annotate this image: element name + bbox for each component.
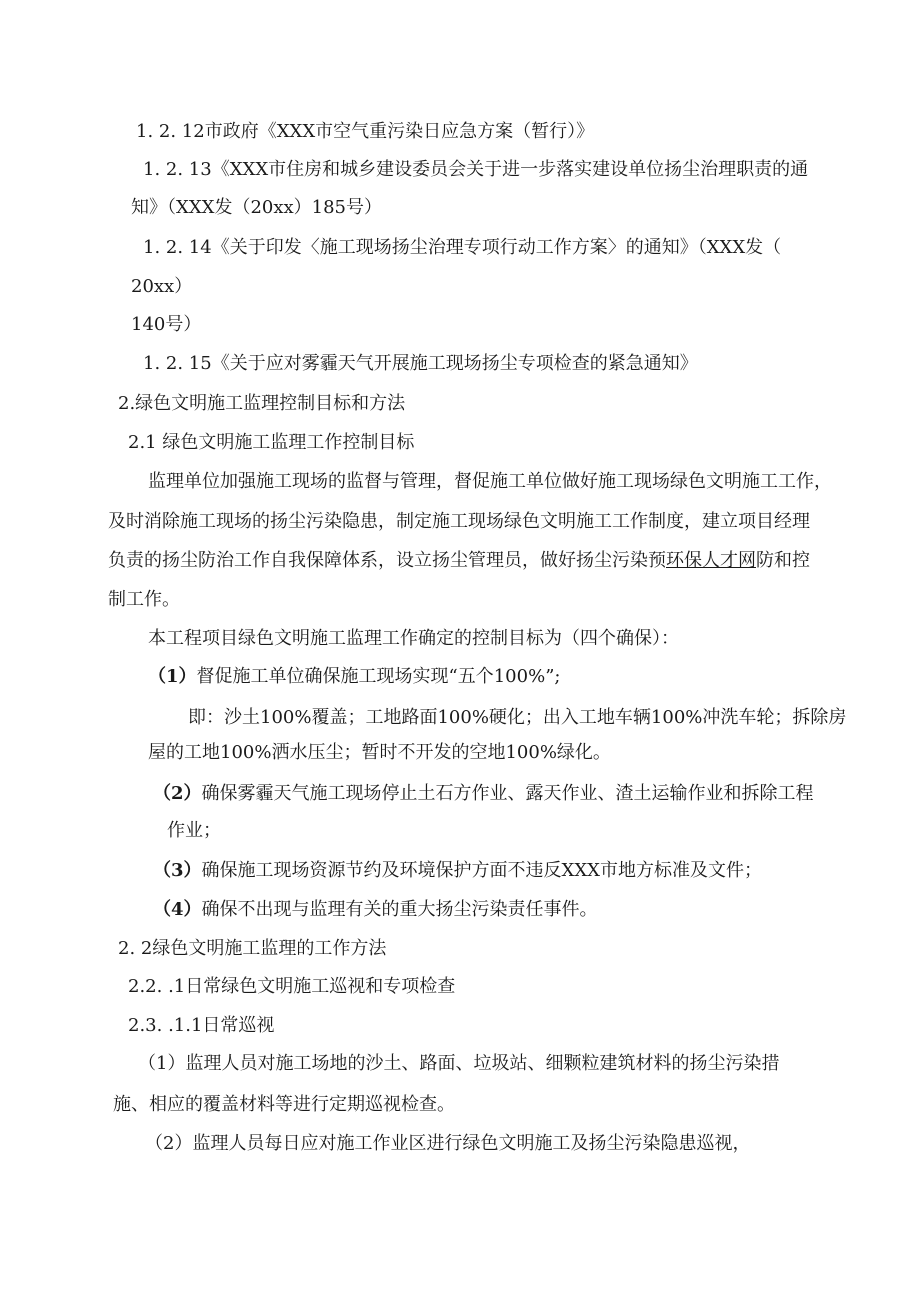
section-2-1-heading: 2.1 绿色文明施工监理工作控制目标 <box>128 432 415 453</box>
para-1-line1: 监理单位加强施工现场的监督与管理，督促施工单位做好施工现场绿色文明施工工作， <box>148 471 832 492</box>
daily-item-1-line1: （1）监理人员对施工场地的沙土、路面、垃圾站、细颗粒建筑材料的扬尘污染措 <box>138 1053 780 1074</box>
item-1-detail-line1: 即：沙土100%覆盖；工地路面100%硬化；出入工地车辆100%冲洗车轮；拆除房 <box>188 707 847 728</box>
item-2 <box>153 782 814 806</box>
para-1-line4: 制工作。 <box>108 589 180 610</box>
item-3-number: （3） <box>153 860 202 881</box>
ref-1-2-14-line2: 20xx） <box>131 276 193 297</box>
ref-1-2-15: 1. 2. 15《关于应对雾霾天气开展施工现场扬尘专项检查的紧急通知》 <box>143 353 698 374</box>
environment-talent-link[interactable]: 环保人才网 <box>666 550 756 571</box>
item-4-number: （4） <box>153 899 202 920</box>
ref-1-2-14-line1: 1. 2. 14《关于印发〈施工现场扬尘治理专项行动工作方案〉的通知》（XXX发（ <box>143 237 782 258</box>
item-1-number: （1） <box>148 666 197 687</box>
item-4 <box>153 898 598 922</box>
item-2-number: （2） <box>153 783 202 804</box>
item-2-continued: 作业； <box>167 820 221 841</box>
item-3-text: 确保施工现场资源节约及环境保护方面不违反XXX市地方标准及文件； <box>201 860 762 881</box>
section-2-2-1-heading: 2.2. .1日常绿色文明施工巡视和专项检查 <box>128 976 456 997</box>
section-2-heading: 2.绿色文明施工监理控制目标和方法 <box>118 393 406 414</box>
section-2-2-heading: 2. 2绿色文明施工监理的工作方法 <box>118 938 387 959</box>
para-1-line3: 负责的扬尘防治工作自我保障体系，设立扬尘管理员，做好扬尘污染预环保人才网防和控 <box>108 550 810 571</box>
daily-item-1-line2: 施、相应的覆盖材料等进行定期巡视检查。 <box>113 1094 455 1115</box>
item-1 <box>148 665 560 689</box>
item-1-detail-line2: 屋的工地100%洒水压尘；暂时不开发的空地100%绿化。 <box>148 742 611 763</box>
para-1-line2: 及时消除施工现场的扬尘污染隐患，制定施工现场绿色文明施工工作制度，建立项目经理 <box>108 511 810 532</box>
section-2-3-1-1-heading: 2.3. .1.1日常巡视 <box>128 1015 275 1036</box>
ref-1-2-13-line2: 知》（XXX发（20xx）185号） <box>131 197 383 218</box>
item-4-text: 确保不出现与监理有关的重大扬尘污染责任事件。 <box>201 899 598 920</box>
item-1-text: 督促施工单位确保施工现场实现“五个100%”; <box>196 666 561 687</box>
daily-item-2-line1: （2）监理人员每日应对施工作业区进行绿色文明施工及扬尘污染隐患巡视， <box>145 1133 751 1154</box>
item-3 <box>153 859 762 883</box>
para-2: 本工程项目绿色文明施工监理工作确定的控制目标为（四个确保）： <box>148 628 679 649</box>
ref-1-2-14-line3: 140号） <box>131 314 202 335</box>
ref-1-2-13-line1: 1. 2. 13《XXX市住房和城乡建设委员会关于进一步落实建设单位扬尘治理职责的通 <box>143 159 809 180</box>
ref-1-2-12: 1. 2. 12市政府《XXX市空气重污染日应急方案（暂行）》 <box>136 121 595 142</box>
item-2-text: 确保雾霾天气施工现场停止土石方作业、露天作业、渣土运输作业和拆除工程 <box>201 783 814 804</box>
